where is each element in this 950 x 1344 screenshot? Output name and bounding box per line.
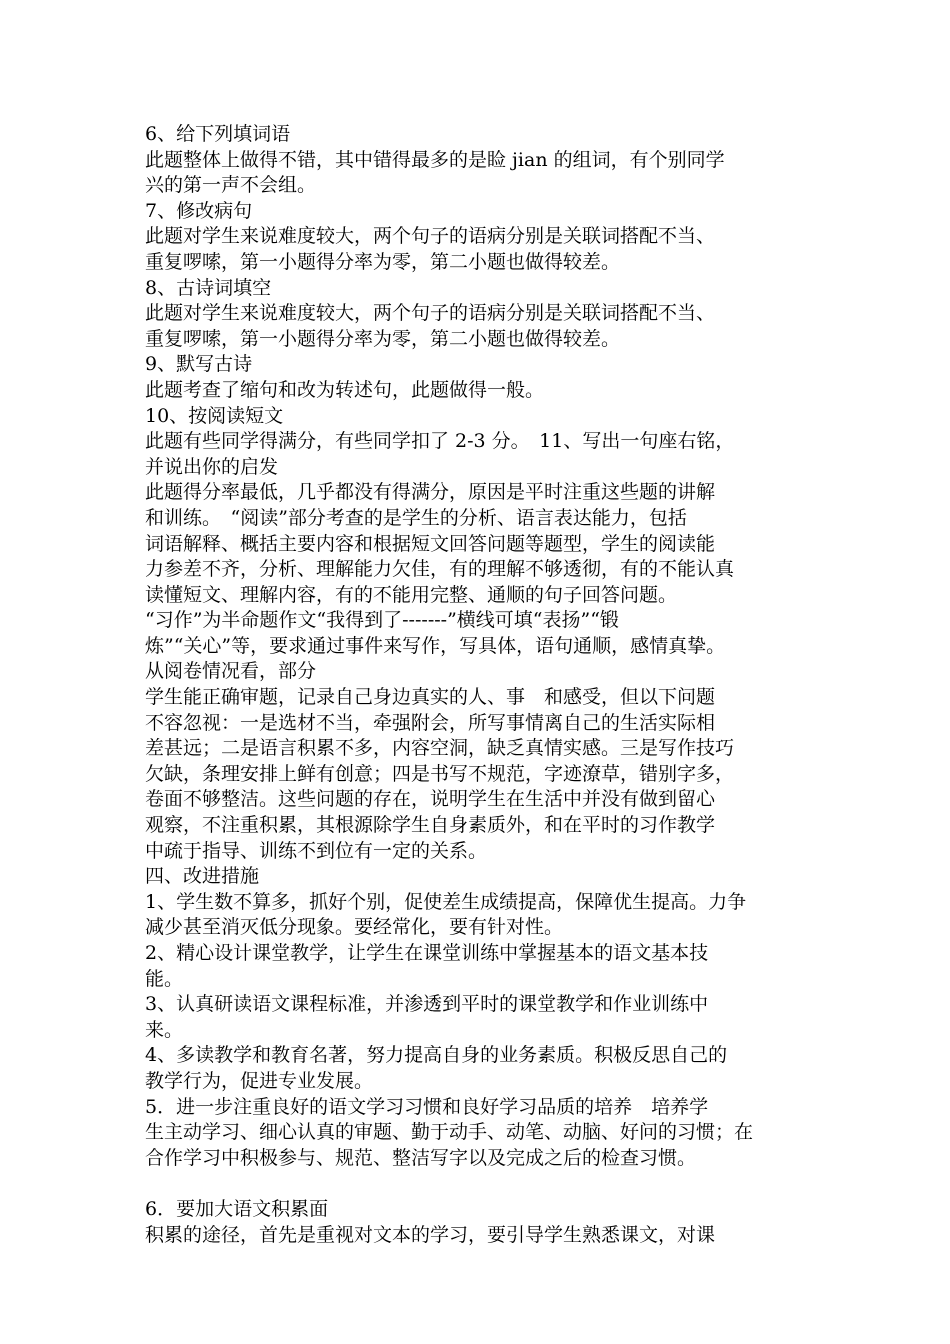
text-line: 和训练。 “阅读”部分考查的是学生的分析、语言表达能力，包括: [145, 506, 687, 529]
text-line: 欠缺，条理安排上鲜有创意；四是书写不规范，字迹潦草，错别字多，: [145, 762, 735, 785]
text-line: 此题对学生来说难度较大，两个句子的语病分别是关联词搭配不当、: [145, 225, 716, 248]
text-line: 学生能正确审题，记录自己身边真实的人、事 和感受，但以下问题: [145, 686, 716, 709]
text-line: 8、古诗词填空: [145, 276, 272, 299]
text-line: 不容忽视：一是选材不当，牵强附会，所写事情离自己的生活实际相: [145, 711, 716, 734]
text-line: 此题对学生来说难度较大，两个句子的语病分别是关联词搭配不当、: [145, 302, 716, 325]
text-line: 此题有些同学得满分，有些同学扣了 2-3 分。 11、写出一句座右铭，: [145, 430, 735, 453]
text-line: “习作”为半命题作文“我得到了-------”横线可填“表扬”“锻: [145, 609, 619, 632]
text-line: 减少甚至消灭低分现象。要经常化，要有针对性。: [145, 916, 564, 939]
text-line: 教学行为，促进专业发展。: [145, 1069, 374, 1092]
text-line: 合作学习中积极参与、规范、整洁写字以及完成之后的检查习惯。: [145, 1146, 697, 1169]
text-line: 7、修改病句: [145, 199, 253, 222]
text-line: 6、给下列填词语: [145, 123, 291, 145]
text-line: 3、认真研读语文课程标准，并渗透到平时的课堂教学和作业训练中: [145, 993, 709, 1016]
text-line: 四、改进措施: [145, 865, 260, 888]
text-line: 10、按阅读短文: [145, 404, 284, 427]
text-line: 从阅卷情况看，部分: [145, 660, 317, 683]
text-line: 4、多读教学和教育名著，努力提高自身的业务素质。积极反思自己的: [145, 1044, 728, 1067]
text-line: 1、学生数不算多，抓好个别，促使差生成绩提高，保障优生提高。力争: [145, 890, 747, 913]
text-line: 炼”“关心”等，要求通过事件来写作，写具体，语句通顺，感情真挚。: [145, 634, 726, 657]
text-line: 重复啰嗦，第一小题得分率为零，第二小题也做得较差。: [145, 327, 621, 350]
text-line: 此题得分率最低，几乎都没有得满分，原因是平时注重这些题的讲解: [145, 481, 716, 504]
text-line: 力参差不齐，分析、理解能力欠佳，有的理解不够透彻，有的不能认真: [145, 558, 735, 581]
text-line: 兴的第一声不会组。: [145, 174, 317, 197]
text-line: 观察，不注重积累，其根源除学生自身素质外，和在平时的习作教学: [145, 814, 716, 837]
text-line: 卷面不够整洁。这些问题的存在，说明学生在生活中并没有做到留心: [145, 788, 716, 811]
text-line: 6．要加大语文积累面: [145, 1197, 329, 1220]
text-line: 积累的途径，首先是重视对文本的学习，要引导学生熟悉课文，对课: [145, 1223, 716, 1246]
text-line: 中疏于指导、训练不到位有一定的关系。: [145, 839, 488, 862]
text-line: 重复啰嗦，第一小题得分率为零，第二小题也做得较差。: [145, 250, 621, 273]
text-line: [145, 1171, 810, 1197]
text-line: 5．进一步注重良好的语文学习习惯和良好学习品质的培养 培养学: [145, 1095, 709, 1118]
text-line: 读懂短文、理解内容，有的不能用完整、通顺的句子回答问题。: [145, 583, 678, 606]
document-body: [145, 122, 810, 1248]
text-line: 词语解释、概括主要内容和根据短文回答问题等题型，学生的阅读能: [145, 532, 716, 555]
text-line: 来。: [145, 1018, 184, 1041]
text-line: 此题整体上做得不错，其中错得最多的是睑 jian 的组词，有个别同学: [145, 148, 725, 171]
text-line: 9、默写古诗: [145, 353, 253, 376]
text-line: 差甚远；二是语言积累不多，内容空洞，缺乏真情实感。三是写作技巧: [145, 737, 735, 760]
text-line: 能。: [145, 967, 184, 990]
text-line: 生主动学习、细心认真的审题、勤于动手、动笔、动脑、好问的习惯；在: [145, 1121, 754, 1144]
text-line: 2、精心设计课堂教学，让学生在课堂训练中掌握基本的语文基本技: [145, 942, 709, 964]
text-line: 此题考查了缩句和改为转述句，此题做得一般。: [145, 378, 545, 401]
text-line: 并说出你的启发: [145, 455, 279, 478]
